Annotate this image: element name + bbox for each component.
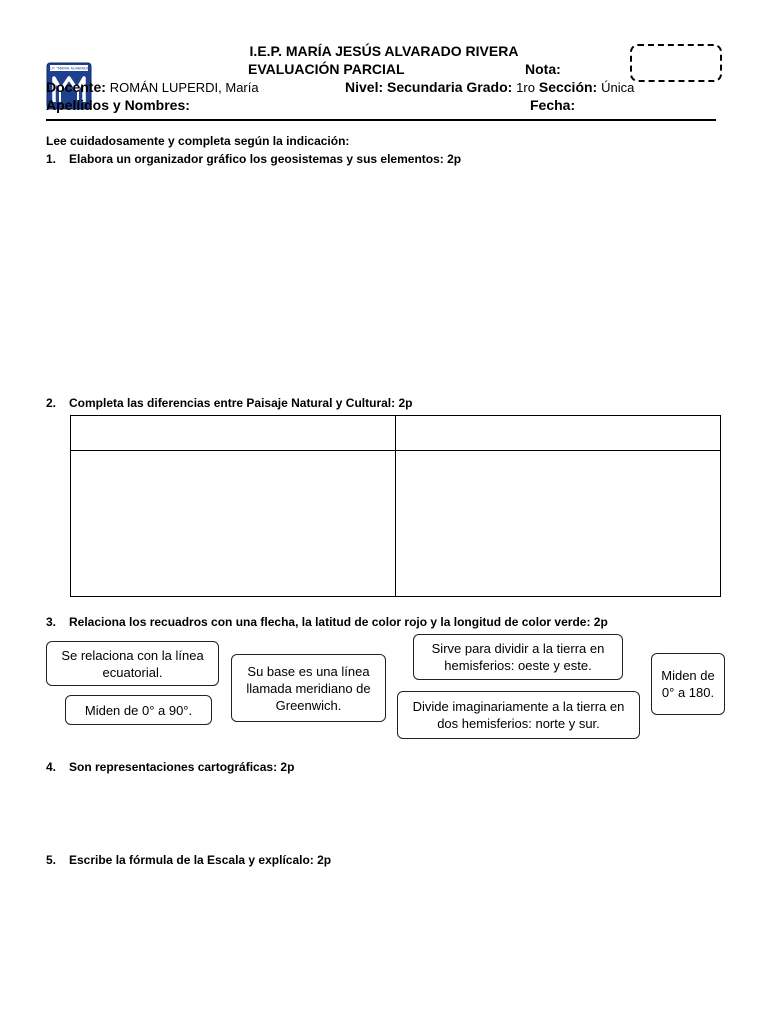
grado-label: Grado: [466,79,513,95]
question-5 [46,853,331,867]
relation-card[interactable]: Miden de 0° a 180. [651,653,725,715]
nivel-line [345,79,634,95]
nivel-value: Secundaria [387,79,463,95]
grado-value: 1ro [516,80,535,95]
table-body-cell-left[interactable] [71,451,396,597]
relation-card[interactable]: Se relaciona con la línea ecuatorial. [46,641,219,686]
question-text: Relaciona los recuadros con una flecha, la latitud de color rojo y la longitud de color verde: 2p [69,615,608,629]
seccion-value: Única [601,80,635,95]
question-2 [46,396,412,410]
question-number: 5. [46,853,57,867]
question-number: 3. [46,615,57,629]
question-4 [46,760,294,774]
differences-table [70,415,721,597]
question-text: Escribe la fórmula de la Escala y explícalo: 2p [69,853,332,867]
docente-line [46,79,259,95]
school-name: I.E.P. MARÍA JESÚS ALVARADO RIVERA [249,43,519,59]
nivel-label: Nivel: [345,79,384,95]
apellidos-label: Apellidos y Nombres: [46,97,190,113]
table-header-cell-right[interactable] [396,416,721,451]
fecha-label: Fecha: [530,97,576,113]
table-header-cell-left[interactable] [71,416,396,451]
question-text: Completa las diferencias entre Paisaje Natural y Cultural: 2p [69,396,413,410]
docente-label: Docente: [46,79,106,95]
nota-box[interactable] [630,44,722,82]
nota-label: Nota: [525,61,561,77]
question-1 [46,152,461,166]
seccion-label: Sección: [538,79,598,95]
question-number: 2. [46,396,57,410]
header-divider [46,119,716,121]
question-number: 4. [46,760,57,774]
question-3 [46,615,608,629]
instruction-text: Lee cuidadosamente y completa según la indicación: [46,134,350,148]
question-number: 1. [46,152,57,166]
table-body-cell-right[interactable] [396,451,721,597]
question-text: Elabora un organizador gráfico los geosistemas y sus elementos: 2p [69,152,462,166]
docente-value: ROMÁN LUPERDI, María [109,80,259,95]
relation-card[interactable]: Sirve para dividir a la tierra en hemisferios: oeste y este. [413,634,623,680]
relation-card[interactable]: Miden de 0° a 90°. [65,695,212,725]
relation-card[interactable]: Su base es una línea llamada meridiano de Greenwich. [231,654,386,722]
question-text: Son representaciones cartográficas: 2p [69,760,295,774]
evaluation-title: EVALUACIÓN PARCIAL [248,61,405,77]
relation-card[interactable]: Divide imaginariamente a la tierra en dos hemisferios: norte y sur. [397,691,640,739]
logo-text: I.E.P. "MARIA ALVARADO" [46,66,92,71]
